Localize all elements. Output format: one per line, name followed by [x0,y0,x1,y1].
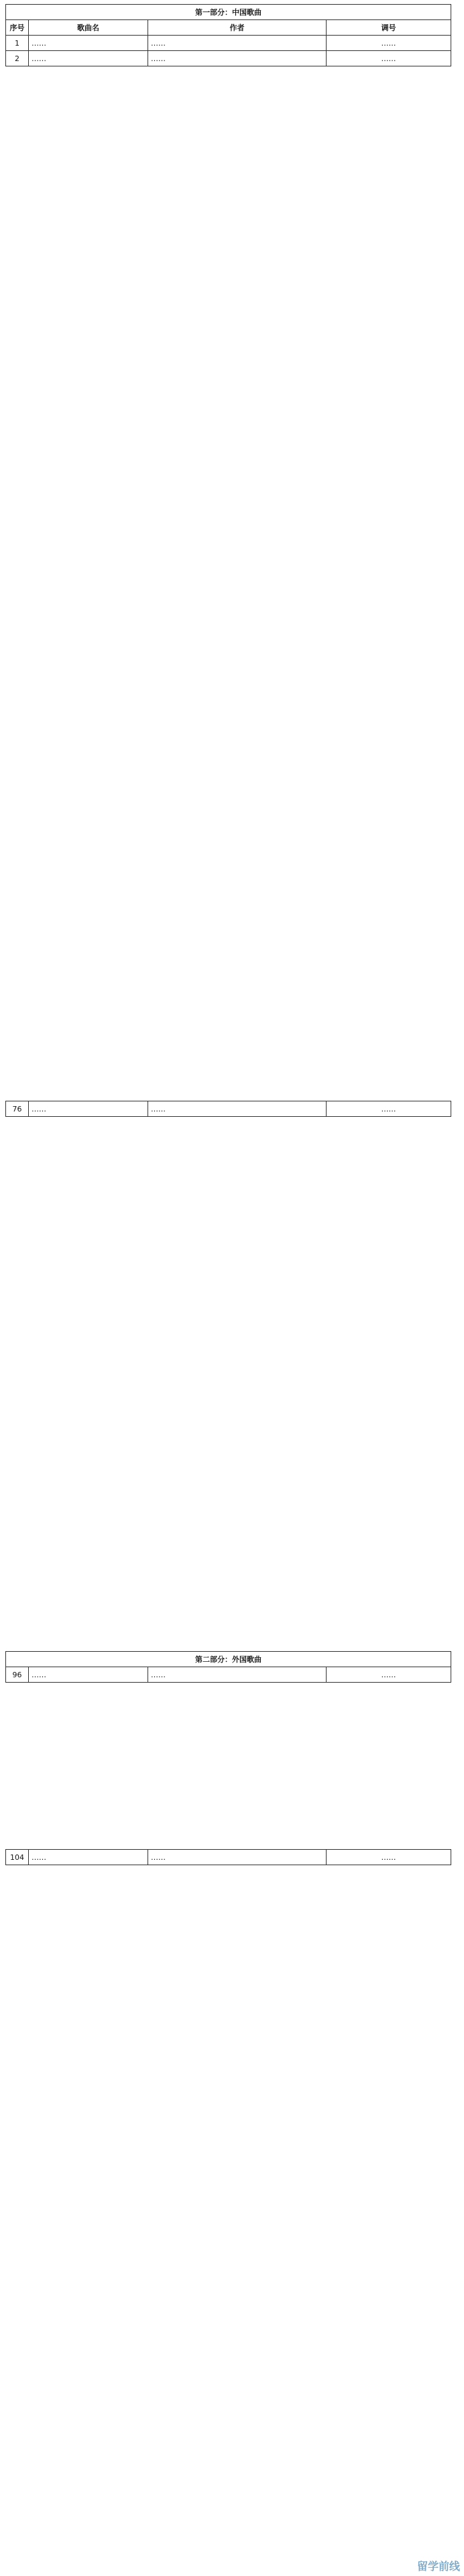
table-row [6,1101,451,1117]
table-block-4 [5,1849,451,1865]
song-author: …… [148,1850,327,1865]
table-row [6,1667,451,1683]
song-author: …… [148,36,327,51]
header-no: 序号 [6,20,29,36]
song-number: 1 [6,36,29,51]
table-block-1 [5,4,451,66]
song-key: …… [327,36,451,51]
song-author: …… [148,51,327,66]
section-title-2: 第二部分：外国歌曲 [6,1652,451,1667]
song-title: …… [29,1101,148,1117]
table-block-2 [5,1101,451,1117]
header-author: 作者 [148,20,327,36]
song-title: …… [29,1667,148,1683]
header-key: 调号 [327,20,451,36]
song-title: …… [29,36,148,51]
song-author: …… [148,1667,327,1683]
table-block-3 [5,1651,451,1683]
header-title: 歌曲名 [29,20,148,36]
song-author: …… [148,1101,327,1117]
song-number: 96 [6,1667,29,1683]
song-title: …… [29,51,148,66]
song-key: …… [327,1101,451,1117]
song-key: …… [327,1667,451,1683]
song-title: …… [29,1850,148,1865]
song-number: 104 [6,1850,29,1865]
section-title-1: 第一部分：中国歌曲 [6,5,451,20]
watermark: 留学前线 [416,2560,460,2573]
song-key: …… [327,51,451,66]
table-row [6,51,451,66]
table-row [6,36,451,51]
song-number: 76 [6,1101,29,1117]
song-number: 2 [6,51,29,66]
song-key: …… [327,1850,451,1865]
table-row [6,1850,451,1865]
